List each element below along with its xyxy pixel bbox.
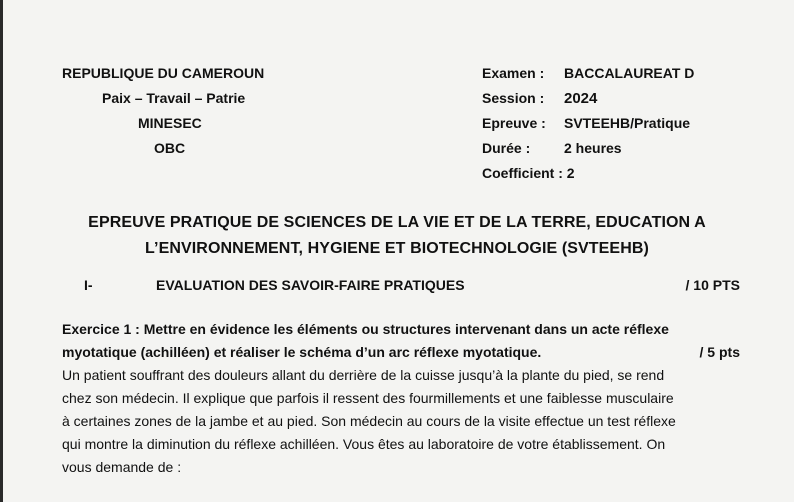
- national-motto: Paix – Travail – Patrie: [102, 90, 246, 106]
- body-line: chez son médecin. Il explique que parfois il ressent des fourmillements et une faiblesse musculaire: [62, 390, 674, 406]
- exercise-heading: [62, 318, 740, 364]
- exam-title-line-2: L’ENVIRONNEMENT, HYGIENE ET BIOTECHNOLOGIE (SVTEEHB): [145, 240, 649, 257]
- ministry-name: MINESEC: [138, 115, 202, 131]
- exercise-body: [62, 364, 742, 479]
- body-line: à certaines zones de la jambe et au pied. Son médecin au cours de la visite effectue un test réflexe: [62, 413, 676, 429]
- session-value: 2024: [564, 90, 598, 107]
- exercise-line-1: Exercice 1 : Mettre en évidence les éléments ou structures intervenant dans un acte réflexe: [62, 321, 669, 337]
- paper-label: Epreuve :: [482, 115, 546, 131]
- duration-label: Durée :: [482, 140, 531, 156]
- country-name: REPUBLIQUE DU CAMEROUN: [62, 65, 265, 81]
- exam-title: [40, 210, 754, 262]
- exam-title-line-1: EPREUVE PRATIQUE DE SCIENCES DE LA VIE ET DE LA TERRE, EDUCATION A: [88, 214, 706, 231]
- paper-value: SVTEEHB/Pratique: [564, 115, 691, 131]
- exercise-points: / 5 pts: [699, 344, 740, 360]
- section-heading: [80, 277, 740, 299]
- section-points: / 10 PTS: [685, 277, 740, 293]
- page-edge: [0, 0, 3, 502]
- session-label: Session :: [482, 90, 545, 106]
- duration-value: 2 heures: [564, 140, 622, 156]
- exercise-line-2: myotatique (achilléen) et réaliser le schéma d’un arc réflexe myotatique.: [62, 344, 542, 360]
- body-line: qui montre la diminution du réflexe achilléen. Vous êtes au laboratoire de votre établissement. On: [62, 436, 666, 452]
- exam-value: BACCALAUREAT D: [564, 65, 695, 81]
- coefficient-label: Coefficient : 2: [482, 165, 575, 181]
- exam-label: Examen :: [482, 65, 545, 81]
- section-title: EVALUATION DES SAVOIR-FAIRE PRATIQUES: [156, 277, 465, 293]
- office-name: OBC: [154, 140, 186, 156]
- body-line: vous demande de :: [62, 459, 182, 475]
- body-line: Un patient souffrant des douleurs allant du derrière de la cuisse jusqu’à la plante du pied, se rend: [62, 367, 665, 383]
- header-left: [62, 61, 264, 161]
- exercise-line-2-wrap: [62, 341, 740, 364]
- section-number: I-: [84, 277, 93, 293]
